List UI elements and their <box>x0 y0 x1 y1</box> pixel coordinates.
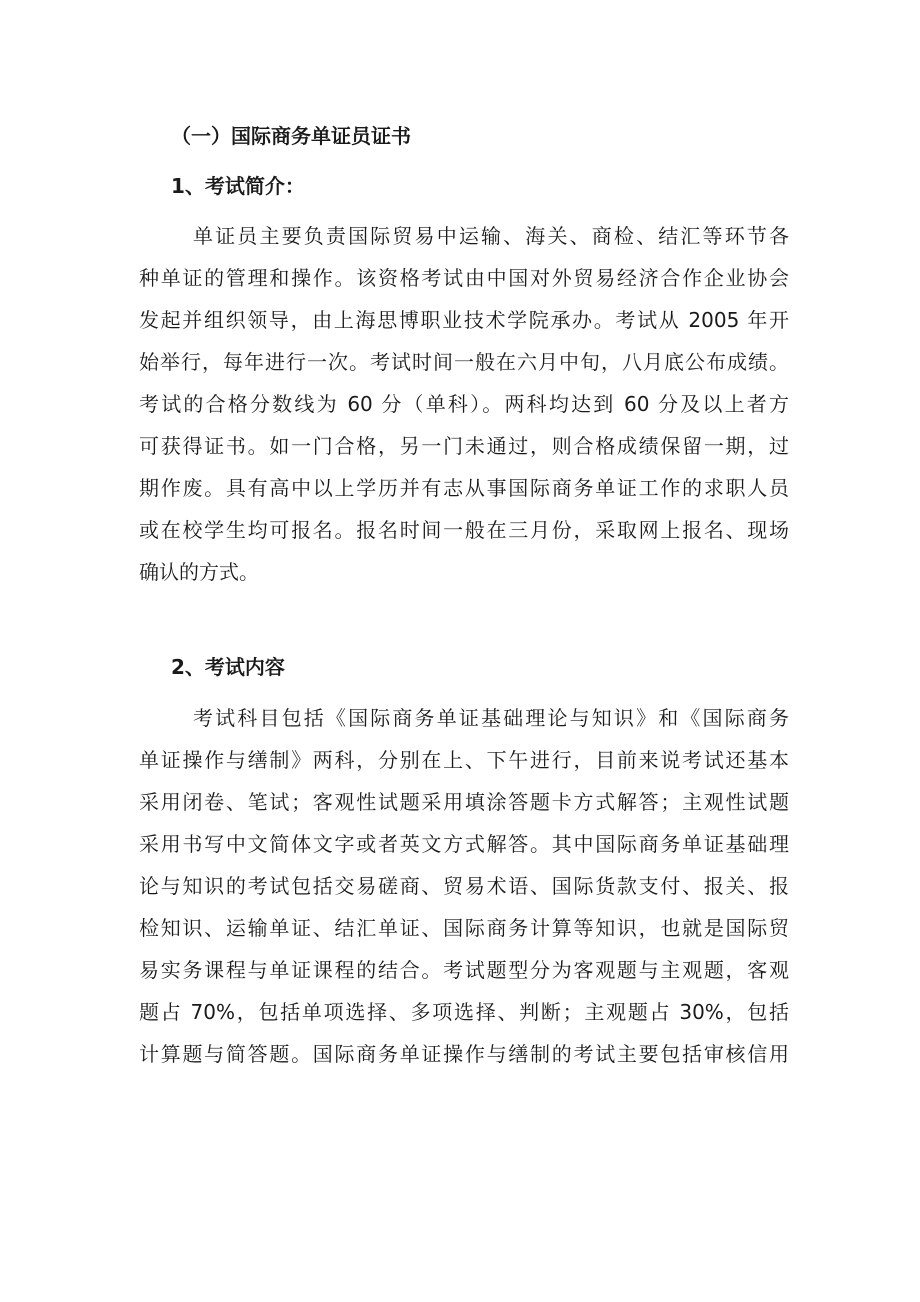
paragraph-line: 易实务课程与单证课程的结合。考试题型分为客观题与主观题，客观 <box>139 958 789 982</box>
paragraph-line: 或在校学生均可报名。报名时间一般在三月份，采取网上报名、现场 <box>139 518 789 542</box>
paragraph-line: 采用书写中文简体文字或者英文方式解答。其中国际商务单证基础理 <box>139 832 789 856</box>
paragraph-line: 发起并组织领导，由上海思博职业技术学院承办。考试从 2005 年开 <box>139 308 789 332</box>
paragraph-line: 考试的合格分数线为 60 分（单科）。两科均达到 60 分及以上者方 <box>139 392 789 416</box>
paragraph-line: 始举行，每年进行一次。考试时间一般在六月中旬，八月底公布成绩。 <box>139 350 789 374</box>
paragraph-line: 计算题与简答题。国际商务单证操作与缮制的考试主要包括审核信用 <box>139 1042 789 1066</box>
paragraph-line: 论与知识的考试包括交易磋商、贸易术语、国际货款支付、报关、报 <box>139 874 789 898</box>
paragraph-exam-intro <box>139 215 789 593</box>
paragraph-line: 期作废。具有高中以上学历并有志从事国际商务单证工作的求职人员 <box>139 476 789 500</box>
paragraph-line: 题占 70%，包括单项选择、多项选择、判断；主观题占 30%，包括 <box>139 1000 789 1024</box>
paragraph-line: 可获得证书。如一门合格，另一门未通过，则合格成绩保留一期，过 <box>139 434 789 458</box>
paragraph-exam-content <box>139 697 789 1075</box>
section-heading-exam-intro: 1、考试简介： <box>171 174 305 198</box>
paragraph-line: 单证操作与缮制》两科，分别在上、下午进行，目前来说考试还基本 <box>139 748 789 772</box>
document-title: （一）国际商务单证员证书 <box>171 124 411 148</box>
paragraph-line: 检知识、运输单证、结汇单证、国际商务计算等知识，也就是国际贸 <box>139 916 789 940</box>
paragraph-line: 单证员主要负责国际贸易中运输、海关、商检、结汇等环节各 <box>193 224 789 248</box>
paragraph-line: 采用闭卷、笔试；客观性试题采用填涂答题卡方式解答；主观性试题 <box>139 790 789 814</box>
paragraph-line: 种单证的管理和操作。该资格考试由中国对外贸易经济合作企业协会 <box>139 266 789 290</box>
paragraph-line: 确认的方式。 <box>139 560 259 584</box>
paragraph-line: 考试科目包括《国际商务单证基础理论与知识》和《国际商务 <box>193 706 789 730</box>
section-heading-exam-content: 2、考试内容 <box>171 655 285 679</box>
